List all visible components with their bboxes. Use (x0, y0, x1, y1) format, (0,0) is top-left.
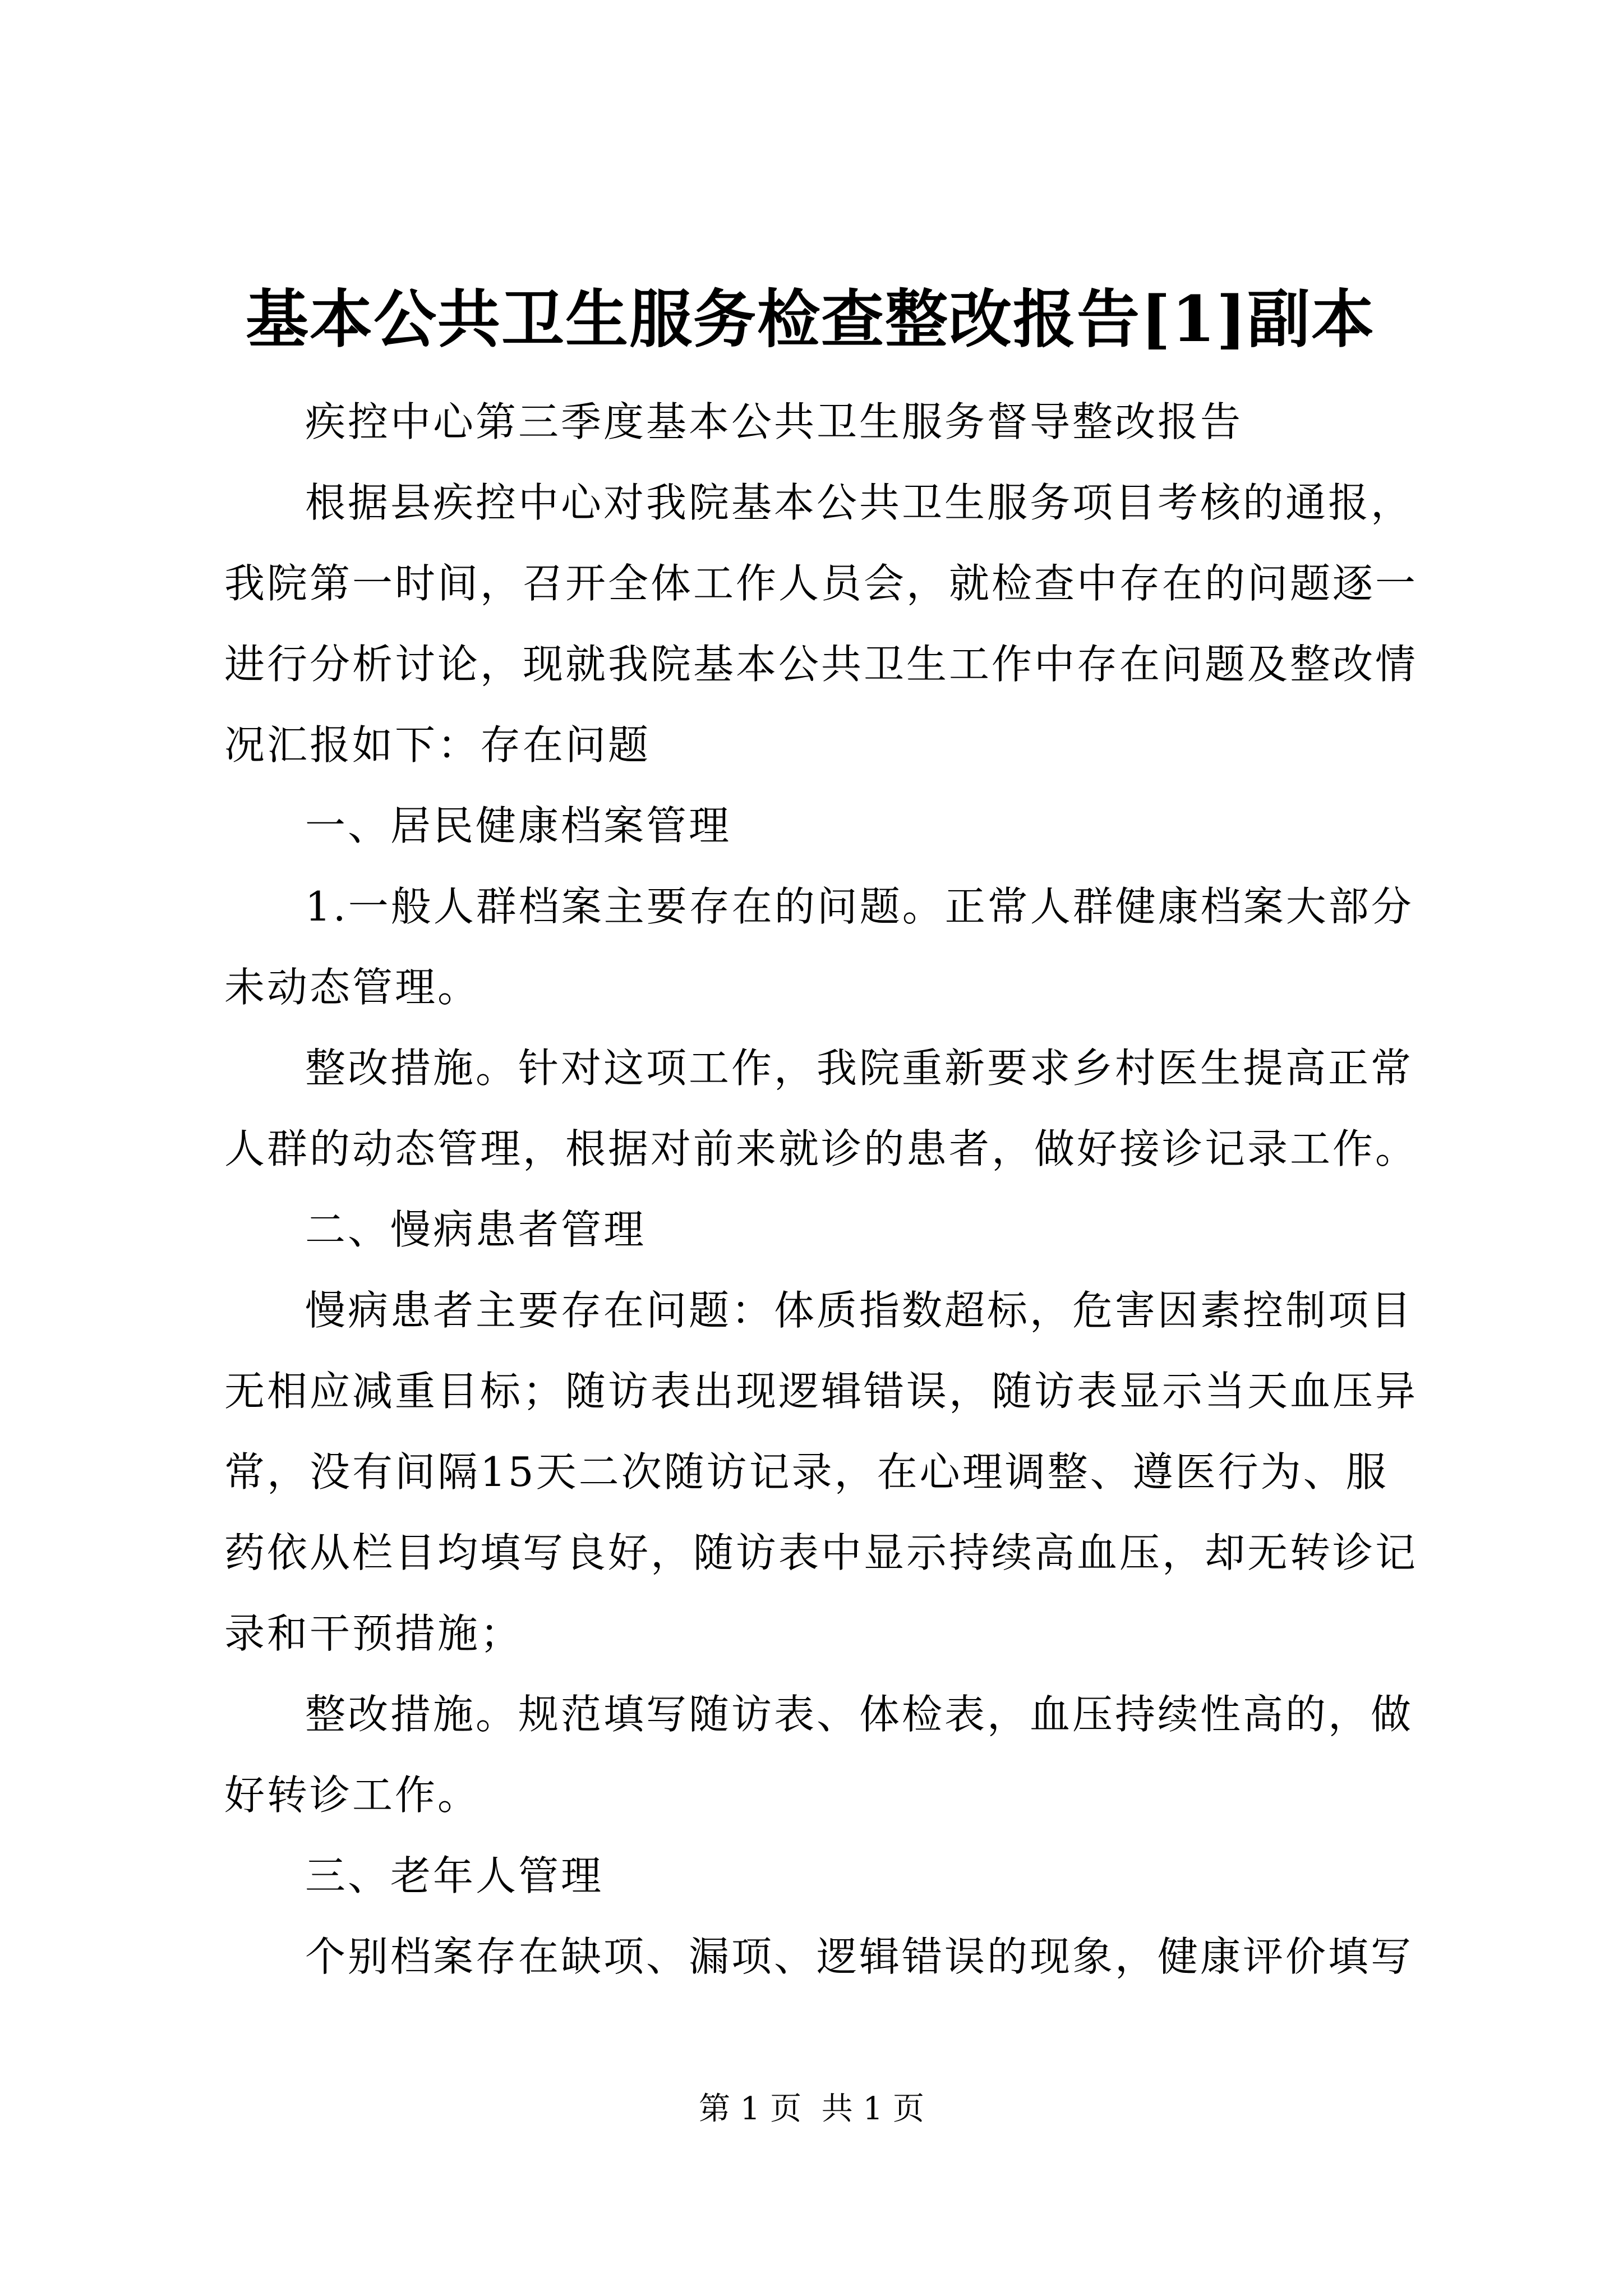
document-body (224, 381, 1430, 1997)
paragraph-intro: 根据县疾控中心对我院基本公共卫生服务项目考核的通报，我院第一时间，召开全体工作人员会，就检查中存在的问题逐一进行分析讨论，现就我院基本公共卫生工作中存在问题及整改情况汇报如下：存在问题 (224, 479, 1418, 769)
paragraph-problem-3: 个别档案存在缺项、漏项、逻辑错误的现象，健康评价填写 (305, 1933, 1414, 1980)
heading-section-3: 三、老年人管理 (305, 1852, 604, 1899)
paragraph-measure-1: 整改措施。针对这项工作，我院重新要求乡村医生提高正常人群的动态管理，根据对前来就诊的患者，做好接诊记录工作。 (224, 1045, 1418, 1172)
paragraph-subtitle: 疾控中心第三季度基本公共卫生服务督导整改报告 (305, 398, 1243, 445)
paragraph-problem-2: 慢病患者主要存在问题：体质指数超标，危害因素控制项目无相应减重目标；随访表出现逻辑错误，随访表显示当天血压异常，没有间隔15天二次随访记录，在心理调整、遵医行为、服药依从栏目均填写良好，随访表中显示持续高血压，却无转诊记录和干预措施； (224, 1287, 1418, 1657)
heading-section-1: 一、居民健康档案管理 (305, 802, 732, 849)
paragraph-problem-1: 1.一般人群档案主要存在的问题。正常人群健康档案大部分未动态管理。 (224, 883, 1414, 1011)
page-footer: 第 1 页 共 1 页 (698, 2091, 925, 2127)
heading-section-2: 二、慢病患者管理 (305, 1206, 647, 1253)
paragraph-measure-2: 整改措施。规范填写随访表、体检表，血压持续性高的，做好转诊工作。 (224, 1691, 1414, 1819)
document-title: 基本公共卫生服务检查整改报告[1]副本 (246, 283, 1375, 356)
